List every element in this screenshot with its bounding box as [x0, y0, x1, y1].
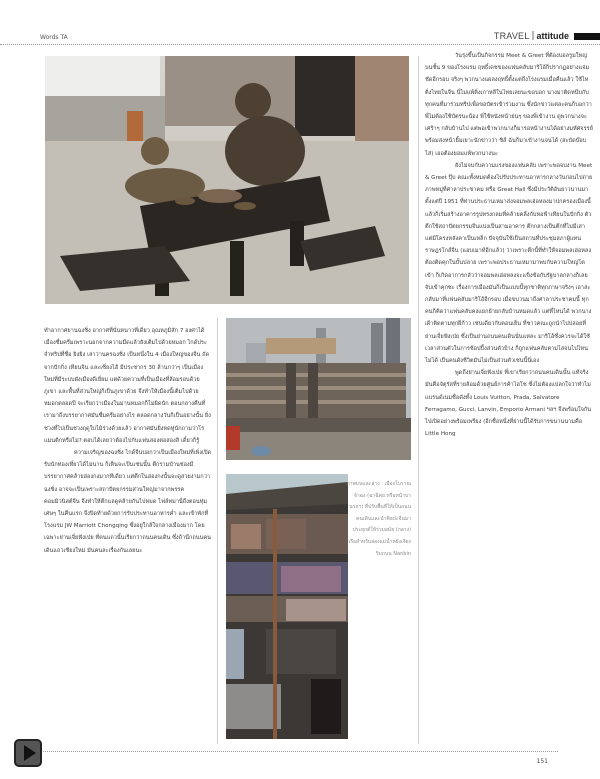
- top-divider: [0, 44, 600, 45]
- right-paragraph-3: พูดถึงย่านเจี่ยฟังเป่ย ที่เขาเรียกว่าถนนคนเดินนั้น แท้จริงมันคือจัตุรัสที่รายล้อมด้วยศูนย์การค้าไฮโซ ซึ่งไม่ต้องแปลกใจว่าทำไมแบรนด์เนมชื่อดังทั้ง Louis Vuitton, Prada, Salvatore Ferragamo, Gucci, Lanvin, Emporio Armani ฯลฯ จึงพร้อมใจกันไปเปิดอย่างพร้อมเพรียง (อีกชื่อหนึ่งที่ย่านนี้ได้รับการขนานนามคือ Little Hong: [425, 370, 592, 438]
- bottom-divider: [40, 751, 558, 752]
- section-separator: |: [531, 31, 535, 41]
- magazine-brand: attitude: [536, 31, 569, 41]
- sculpture-photo: [45, 56, 409, 304]
- author-credit: Words TA: [40, 34, 68, 41]
- right-paragraph-2: ยังไม่จบกับความแรงของแฟนคลับ เพราะพอจบงาน Meet & Greet ปุ๊บ คณะทั้งหมดต้องไปรับประทานอาหารกลางวันก่อนไปถ่ายภาพหมู่ที่ศาลาประชาคม หรือ Great Hall ซึ่งมีประวัติอันยาวนานมาตั้งแต่ปี 1951 ที่ท่านประธานเหมาส่งจอมพลเฮ่อหลงมาปกครองเมืองนี้ แล้วก็เริ่มสร้างอาคารรูปทรงกลมที่คล้ายคลึงกับหอฟ้าเทียนในปักกิ่ง ตัวตึกใช้สถาปัตยกรรมจีนแบ่งเป็นสามอาคาร ตึกกลางเป็นตึกที่ไม่มีเสา แต่มีโครงหลังคาเป็นเหล็ก ปัจจุบันใช้เป็นสถานที่ประชุมสภาผู้แทนราษฎรโกส์จีน (แอบเมาท์อีกแล้ว) ว่าเพราะตึกนี้ที่ทำให้จอมพลเฮ่อหลงต้องติดคุกในบั้นปลาย เพราะพอประธานเหมามาพบกับความใหญ่โตเข้า ก็เกิดอาการกลัวว่าจอมพลเฮ่อหลงจะแข็งข้อกับรัฐบาลกลางก็เลยจับเข้าคุกซะ เรื่องการเมืองมันก็เป็นแบบนี้ทุกชาติทุกภาษาจริงๆ เอาล่ะ กลับมาที่แฟนคลับมาริโอ้อีกรอบ เมื่อขบวนมาถึงศาลาประชาคมนี้ ทุกคนก็คิดว่าแฟนคลับคงแยกย้ายกลับบ้านหมดแล้ว แต่ที่ไหนได้ พวกนางเฝ้าติดตามทุกฝีก้าว เช่นเดียวกับตอนเย็น ที่ชาวคณะถูกนำไปปล่อยที่ย่านเจี่ยฟังเป่ย ซึ่งเป็นย่านถนนคนเดินนั่นแหละ มาริโอ้ซึ่งควรจะได้ใช้เวลาส่วนตัวในการช้อปปิ้งส่วนตัวบ้าง ก็ถูกแฟนคลับตามไล่จนไปไหนไม่ได้ เป็นคนดังชีวิตมันไม่เป็นส่วนตัวเช่นนี้นี่เอง: [425, 162, 593, 365]
- photo-caption: ภาพบนและล่าง : เมืองโบราณจ้าฉง (ฉาฉีคุ่ย หรือหน้าบานรถฯ) ที่ปรับพื้นที่ให้เป็นถนนคนเดินและนำศิลปะจีนมาประยุกต์ให้ร่วมสมัย (กลาง) เรือสำหรับล่องแม่น้ำหยังเจียง ริมถนน Nanbin: [346, 481, 411, 557]
- left-article-column: [44, 325, 212, 557]
- right-column-divider: [418, 56, 419, 744]
- right-article-column: [425, 50, 593, 441]
- play-icon: [24, 745, 36, 761]
- right-paragraph-1: วันรุ่งขึ้นเป็นกิจกรรม Meet & Greet ที่ต้องบอลรูมใหญ่บนชั้น 9 ของโรงแรม ฤทธิ์เดชของแฟนคลับมาริโอ้ก็ปรากฏอย่างแจ่มชัดอีกรอบ จริงๆ พวกนางแผลงฤทธิ์ตั้งแต่ถึงโรงแรมเมื่อคืนแล้ว ใช้ไห ติ่งไทยในจีน นี่ไม่แพ้ติ่งเกาหลีในไทยเลยนะขอบอก นางมาติดหนึบกับทุกคนที่มาร่วมทริปเพื่อขอบัตรเข้าร่วมงาน ซึ่งนักข่าวแต่ละคนก็บอกว่า พี่ไม่ต้องใช้บัตรนะน้อง พี่ใช้หนังหน้าย่นๆ ของพี่เข้างาน ดูพวกนางจะเศร้าๆ กลับบ้านไป แต่พอเข้าพวกนางก็มารอหน้างานได้อย่างมหัศจรรย์ พร้อมส่งหน้ายิ้มเยาะนักข่าวว่า ชิส์ ฉันก็มาเข้างานจนได้ (สะบัดบ๊อบไส่) เออต้องยอมแพ้พวกนางนะ: [425, 53, 593, 157]
- section-header: [494, 31, 600, 41]
- left-paragraph-2: ความเจริญของฉงชิ่ง ไกด์จีนบอกว่าเป็นเมืองใหม่ที่เพิ่งเปิดรับนักท่องเที่ยวได้ไม่นาน ก็เห็นจะเป็นเช่นนั้น ตึกรามบ้านช่องมีบรรยากาศคล้ายฮ่องกงมากทีเดียว แต่ตึกในฮ่องกงนั้นจะดูสวยงามกว่าฉงชิ่ง อาจจะเป็นเพราะสถาปัตยกรรมส่วนใหญ่มาจากพรรคคอมมิวนิสต์จีน จึงทำให้ตึกแลดูคล้ายกันไปหมด ไฟล์ทมานี่ถึงตอนทุ่มเศษๆ ในคืนแรก จึงปิดท้ายด้วยการรับประทานอาหารค่ำ และเข้าพักที่โรงแรม JW Marriott Chongqing ซึ่งอยู่ใกล้ใจกลางเมืองมาก โดยเฉพาะย่านเจี่ยฟังเป่ย ที่คนแถวนั้นเรียกว่าถนนคนเดิน ซึ่งถ้านึกถนนคนเดินแถวเชียงใหม่ มันคนละเรื่องกันเลยนะ: [44, 450, 212, 554]
- painted-facade-photo: [226, 474, 348, 739]
- left-paragraph-1: ทำอากาศยานฉงชิ่ง อากาศที่นั่นหนาวที่เดียว อุณหภูมิสัก 7 องศาได้ เมืองชื่มครึมเพราะนอกจากความมืดแล้วยังเต็มไปด้วยหมอก ไกด์ประจำทริปที่ชื่อ ยิงยิง เล่าว่านครฉงชิ่ง เป็นหนึ่งใน 4 เมืองใหญ่ของจีน ถัดจากปักกิ่ง เทียนจิน และเซี่ยงไฮ้ มีประชากร 30 ล้านกว่าๆ เป็นเมืองใหม่ที่มีระบบผังเมืองดีเยี่ยม แต่ด้วยความที่เป็นเมืองที่ล้อมรอบด้วยภูเขา และพื้นที่ส่วนใหญ่ก็เป็นภูเขาด้วย จึงทำให้เมืองนี้เต็มไปด้วยหมอกตลอดปี จะเรียกว่าเมืองในม่านหมอกก็ไม่ผิดนัก ตอนกลางคืนที่เรามาถึงบรรยากาศมันชื่มครึมอย่างไร ตลอดกลางวันก็เป็นอย่างนั้น ยิ่งช่วงที่ไปเป็นช่วงฤดูใบไม้ร่วงด้วยแล้ว อากาศมันยิ่งหดหู่นักถามว่าโรแมนติกหรือไม่? ตอบได้เลยว่าต้องไปกับแฟนสองต่อสองสิ เดี๋ยวก็รู้: [44, 328, 211, 444]
- section-name: TRAVEL: [493, 31, 530, 41]
- header-black-bar: [574, 33, 600, 40]
- left-column-divider: [217, 318, 218, 744]
- riverboat-building-photo: [226, 318, 411, 460]
- play-button[interactable]: [14, 739, 42, 767]
- page-number: 151: [536, 758, 548, 765]
